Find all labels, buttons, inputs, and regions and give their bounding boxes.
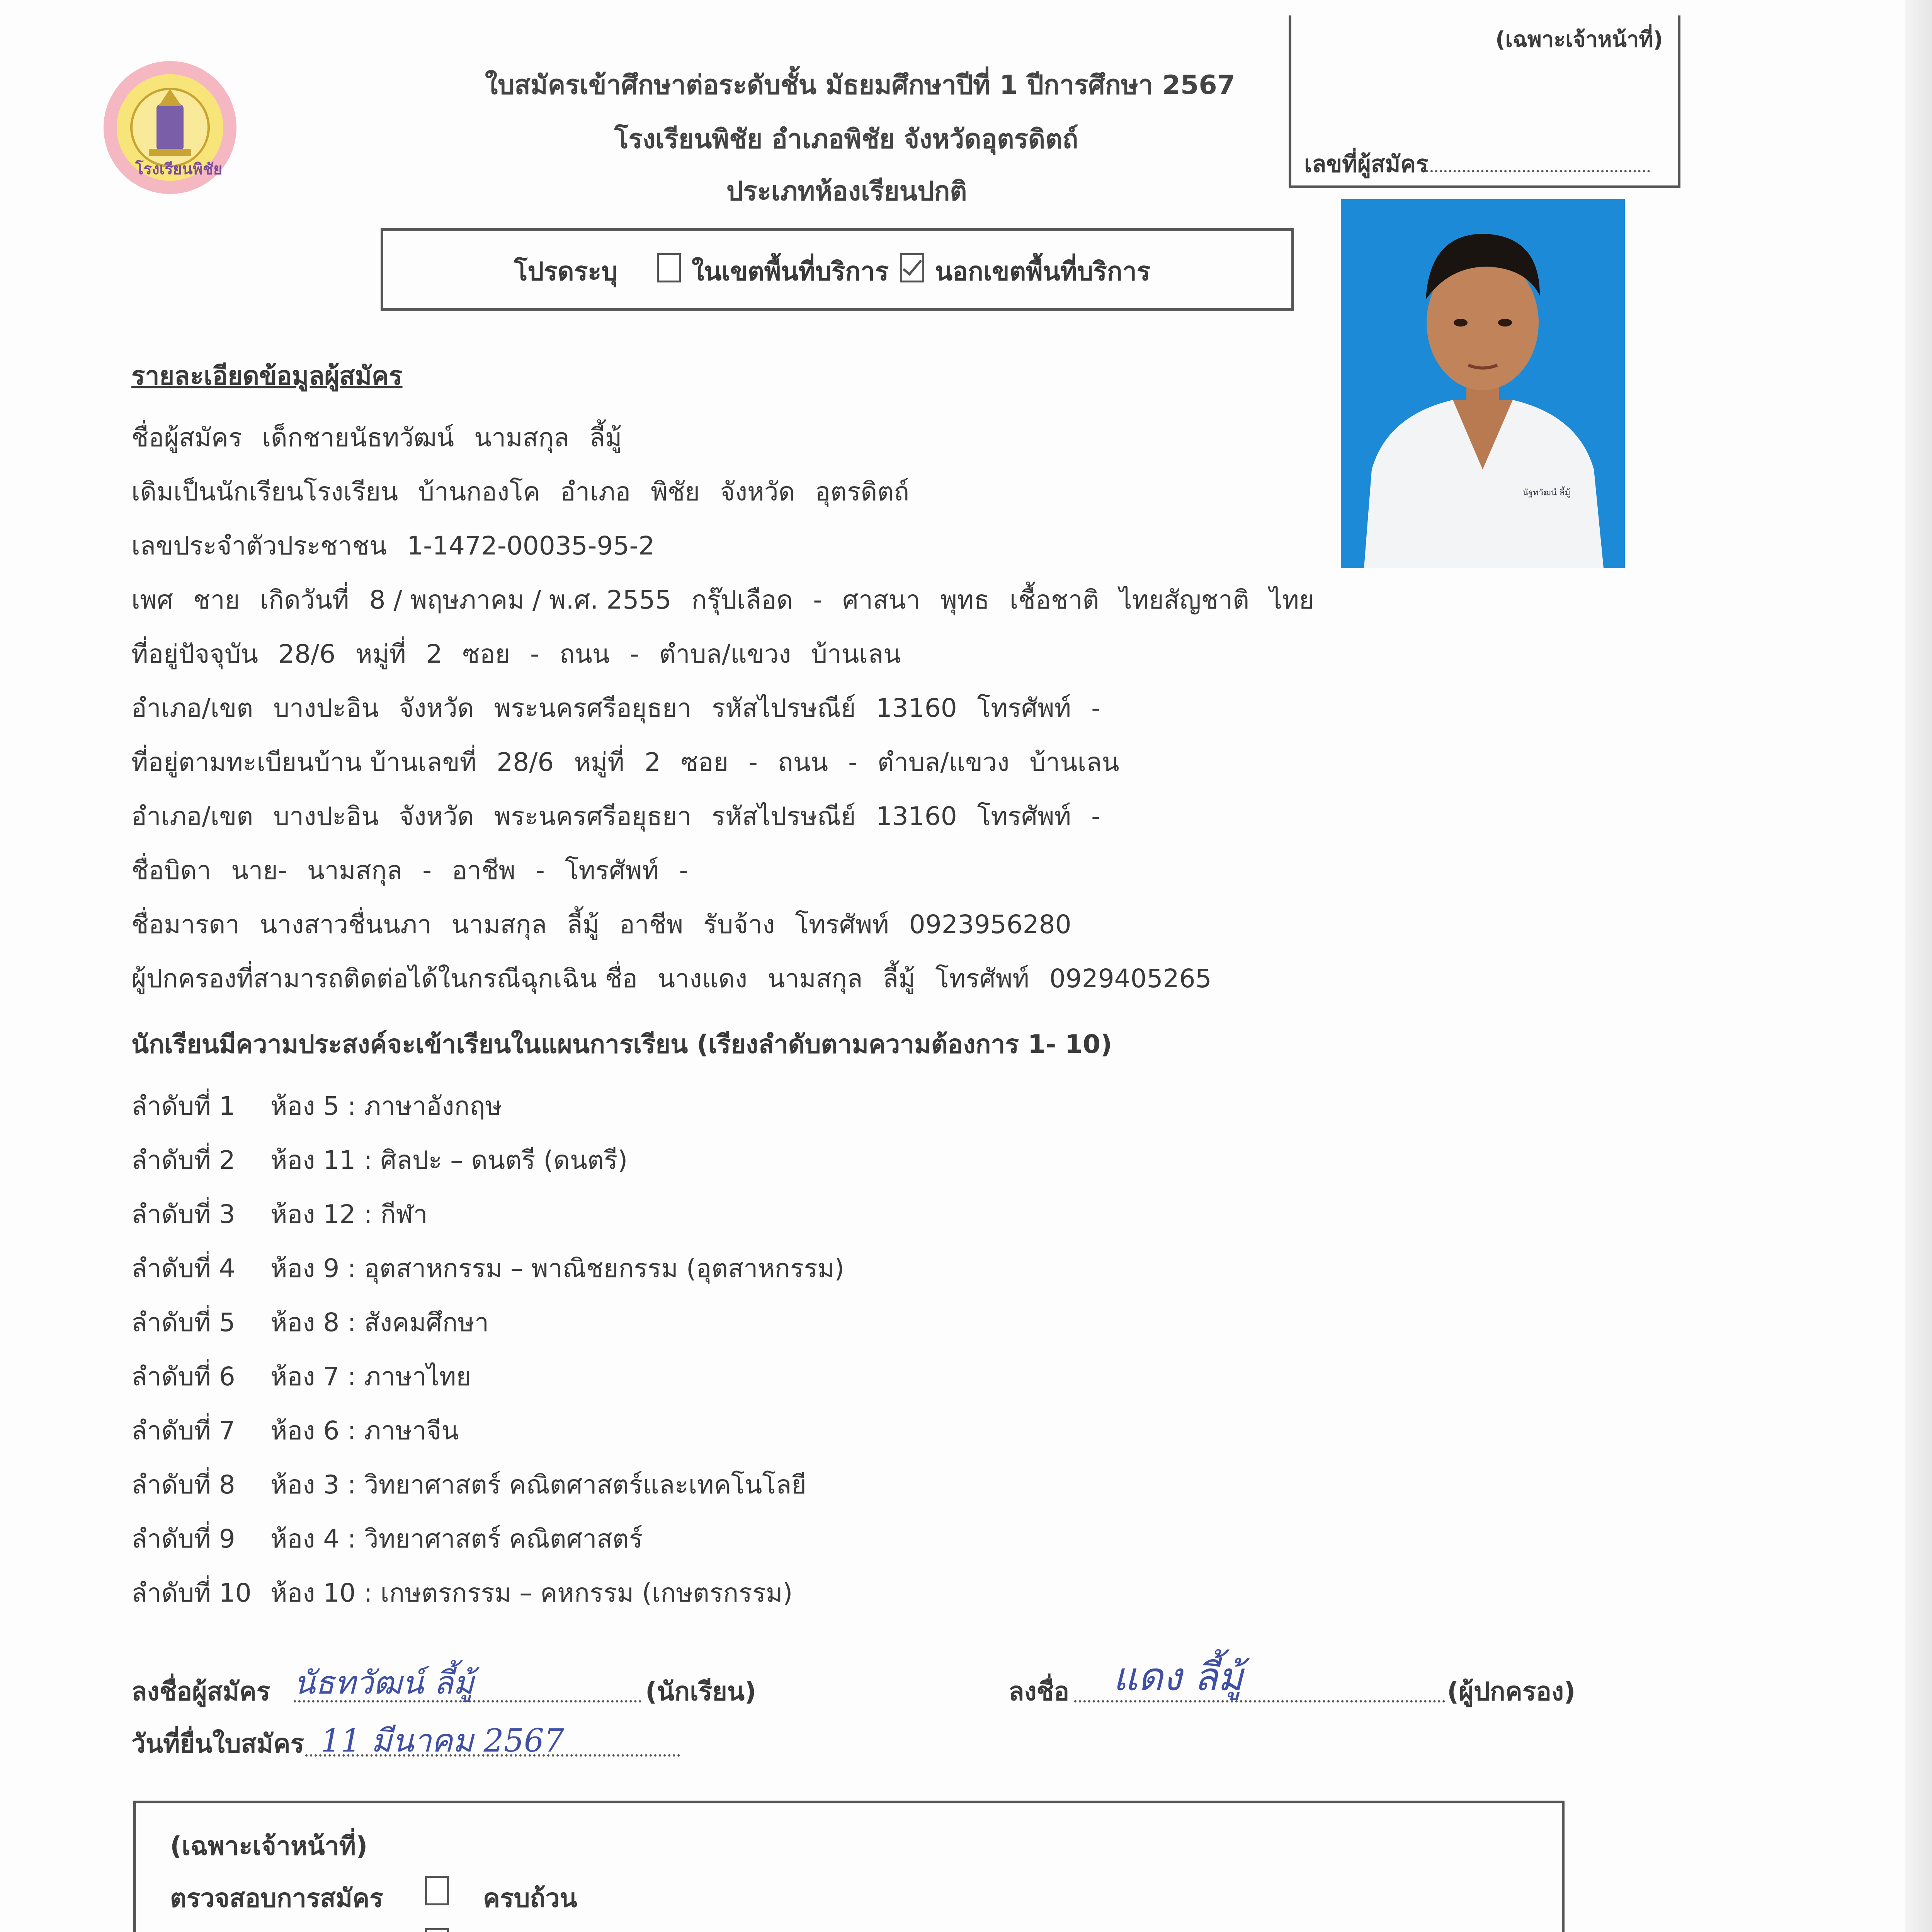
reg-postal-label: รหัสไปรษณีย์ bbox=[711, 801, 856, 831]
applicant-number-field[interactable] bbox=[1426, 170, 1650, 172]
mother-row bbox=[131, 904, 1092, 945]
father-surname-label: นามสกุล bbox=[307, 855, 403, 885]
reg-tambon-label: ตำบล/แขวง bbox=[877, 747, 1010, 777]
photo-name-tag: นัฐทวัฒน์ ลี้มู้ bbox=[1522, 488, 1570, 498]
reg-house-no: 28/6 bbox=[497, 747, 554, 777]
applicant-signature: นัธทวัฒน์ ลี้มู้ bbox=[294, 1665, 474, 1701]
preference-rank: ลำดับที่ 4 bbox=[131, 1253, 235, 1283]
reg-tambon: บ้านเลน bbox=[1029, 747, 1119, 777]
mother-occupation-label: อาชีพ bbox=[619, 910, 684, 939]
cur-moo-label: หมู่ที่ bbox=[355, 639, 406, 669]
preference-item bbox=[131, 1410, 459, 1451]
preference-room: ห้อง 5 : ภาษาอังกฤษ bbox=[270, 1091, 502, 1121]
reg-province-label: จังหวัด bbox=[399, 801, 474, 831]
preference-item bbox=[131, 1248, 844, 1289]
parent-role: (ผู้ปกครอง) bbox=[1447, 1677, 1576, 1706]
preference-rank: ลำดับที่ 2 bbox=[131, 1145, 235, 1175]
id-label: เลขประจำตัวประชาชน bbox=[131, 531, 387, 561]
staff-box-bottom-title: (เฉพาะเจ้าหน้าที่) bbox=[170, 1831, 368, 1861]
reg-road: - bbox=[848, 747, 857, 777]
cur-house-no: 28/6 bbox=[278, 639, 336, 669]
cur-amphoe-label: อำเภอ/เขต bbox=[131, 693, 253, 723]
school-province: อุตรดิตถ์ bbox=[815, 477, 910, 507]
staff-box-top-title: (เฉพาะเจ้าหน้าที่) bbox=[1495, 27, 1663, 52]
parent-signature: แดง ลี้มู้ bbox=[1113, 1654, 1243, 1699]
applicant-role: (นักเรียน) bbox=[645, 1677, 757, 1706]
cur-soi-label: ซอย bbox=[462, 639, 510, 669]
cur-province: พระนครศรีอยุธยา bbox=[494, 693, 692, 723]
form-title-line1: ใบสมัครเข้าศึกษาต่อระดับชั้น มัธยมศึกษาปีที่ 1 ปีการศึกษา 2567 bbox=[485, 70, 1235, 100]
preference-room: ห้อง 6 : ภาษาจีน bbox=[270, 1416, 459, 1446]
registered-address-row bbox=[131, 742, 1139, 782]
cur-postal: 13160 bbox=[876, 693, 957, 723]
applicant-number-label: เลขที่ผู้สมัคร bbox=[1304, 151, 1429, 178]
preference-rank: ลำดับที่ 6 bbox=[131, 1362, 235, 1391]
preferences-title: นักเรียนมีความประสงค์จะเข้าเรียนในแผนการเรียน (เรียงลำดับตามความต้องการ 1- 10) bbox=[131, 1029, 1112, 1059]
name-label: ชื่อผู้สมัคร bbox=[131, 423, 242, 452]
mother-surname-label: นามสกุล bbox=[451, 910, 547, 939]
form-title-line3: ประเภทห้องเรียนปกติ bbox=[726, 176, 967, 207]
blood-value: - bbox=[813, 585, 823, 615]
preference-item bbox=[131, 1464, 806, 1505]
school-label: เดิมเป็นนักเรียนโรงเรียน bbox=[131, 477, 398, 507]
preference-item bbox=[131, 1086, 502, 1126]
reg-moo: 2 bbox=[644, 747, 661, 777]
preference-rank: ลำดับที่ 9 bbox=[131, 1524, 235, 1554]
preference-room: ห้อง 9 : อุตสาหกรรม – พาณิชยกรรม (อุตสาหกรรม) bbox=[270, 1253, 845, 1283]
applicant-photo bbox=[1341, 199, 1625, 568]
religion-value: พุทธ bbox=[940, 585, 990, 615]
area-option2-label: นอกเขตพื้นที่บริการ bbox=[935, 257, 1151, 286]
preference-item bbox=[131, 1573, 793, 1613]
preference-rank: ลำดับที่ 10 bbox=[131, 1578, 252, 1608]
guardian-name: นางแดง bbox=[658, 964, 748, 993]
school-amphoe-label: อำเภอ bbox=[560, 477, 631, 507]
incomplete-checkbox[interactable] bbox=[425, 1928, 449, 1932]
preference-room: ห้อง 8 : สังคมศึกษา bbox=[270, 1308, 489, 1337]
sex-value: ชาย bbox=[193, 585, 240, 615]
school-row bbox=[131, 471, 929, 512]
cur-road-label: ถนน bbox=[559, 639, 610, 669]
reg-amphoe: บางปะอิน bbox=[273, 801, 379, 831]
mother-label: ชื่อมารดา bbox=[131, 910, 240, 939]
date-value: 11 มีนาคม 2567 bbox=[321, 1723, 565, 1759]
blood-label: กรุ๊ปเลือด bbox=[691, 585, 793, 615]
mother-name: นางสาวชื่นนภา bbox=[260, 910, 432, 939]
preference-item bbox=[131, 1194, 428, 1235]
scan-edge bbox=[1905, 0, 1932, 1932]
guardian-surname-label: นามสกุล bbox=[767, 964, 863, 993]
preference-rank: ลำดับที่ 3 bbox=[131, 1199, 235, 1229]
father-label: ชื่อบิดา bbox=[131, 855, 211, 885]
birth-date: 8 / พฤษภาคม / พ.ศ. 2555 bbox=[369, 585, 672, 615]
details-section-title: รายละเอียดข้อมูลผู้สมัคร bbox=[131, 361, 403, 391]
religion-label: ศาสนา bbox=[842, 585, 920, 615]
citizen-id: 1-1472-00035-95-2 bbox=[407, 531, 655, 561]
mother-occupation: รับจ้าง bbox=[703, 910, 775, 939]
surname-label: นามสกุล bbox=[474, 423, 570, 452]
student-portrait-icon bbox=[1341, 199, 1625, 568]
logo-text: โรงเรียนพิชัย bbox=[135, 160, 223, 178]
applicant-surname: ลี้มู้ bbox=[589, 423, 622, 452]
school-amphoe: พิชัย bbox=[651, 477, 700, 507]
preference-rank: ลำดับที่ 5 bbox=[131, 1308, 235, 1337]
preference-rank: ลำดับที่ 8 bbox=[131, 1470, 235, 1500]
preference-room: ห้อง 3 : วิทยาศาสตร์ คณิตศาสตร์และเทคโนโลยี bbox=[270, 1470, 806, 1500]
reg-addr-label: ที่อยู่ตามทะเบียนบ้าน บ้านเลขที่ bbox=[131, 747, 477, 777]
cur-amphoe: บางปะอิน bbox=[273, 693, 379, 723]
reg-postal: 13160 bbox=[876, 801, 957, 831]
former-school: บ้านกองโค bbox=[418, 477, 540, 507]
form-title-line2: โรงเรียนพิชัย อำเภอพิชัย จังหวัดอุตรดิตถ์ bbox=[614, 124, 1078, 155]
applicant-sign-label: ลงชื่อผู้สมัคร bbox=[131, 1677, 270, 1706]
father-phone-label: โทรศัพท์ bbox=[565, 855, 659, 885]
preference-room: ห้อง 4 : วิทยาศาสตร์ คณิตศาสตร์ bbox=[270, 1524, 643, 1554]
cur-addr-label: ที่อยู่ปัจจุบัน bbox=[131, 639, 259, 669]
cur-tambon: บ้านเลน bbox=[811, 639, 901, 669]
preference-room: ห้อง 7 : ภาษาไทย bbox=[270, 1362, 471, 1391]
father-occupation-label: อาชีพ bbox=[452, 855, 516, 885]
complete-checkbox[interactable] bbox=[425, 1876, 449, 1905]
area-option2-checkbox[interactable] bbox=[900, 253, 924, 282]
date-label: วันที่ยื่นใบสมัคร bbox=[131, 1729, 304, 1759]
sex-label: เพศ bbox=[131, 585, 173, 615]
parent-sign-label: ลงชื่อ bbox=[1009, 1677, 1070, 1706]
guardian-phone: 0929405265 bbox=[1049, 964, 1212, 993]
id-row bbox=[131, 526, 675, 566]
area-option1-checkbox[interactable] bbox=[657, 253, 681, 282]
mother-phone: 0923956280 bbox=[909, 910, 1071, 939]
ethnicity-value: ไทยสัญชาติ bbox=[1119, 585, 1250, 615]
cur-phone-label: โทรศัพท์ bbox=[977, 693, 1071, 723]
preference-item bbox=[131, 1302, 489, 1343]
father-surname: - bbox=[422, 855, 432, 885]
complete-label: ครบถ้วน bbox=[483, 1883, 577, 1913]
ethnicity-label: เชื้อชาติ bbox=[1009, 585, 1099, 615]
current-address-row2 bbox=[131, 688, 1121, 728]
cur-moo: 2 bbox=[426, 639, 442, 669]
name-row bbox=[131, 417, 642, 458]
guardian-surname: ลี้มู้ bbox=[883, 964, 915, 993]
cur-phone: - bbox=[1091, 693, 1100, 723]
father-row bbox=[131, 850, 708, 891]
birth-label: เกิดวันที่ bbox=[260, 585, 349, 615]
reg-phone-label: โทรศัพท์ bbox=[977, 801, 1071, 831]
reg-moo-label: หมู่ที่ bbox=[574, 747, 624, 777]
preference-room: ห้อง 10 : เกษตรกรรม – คหกรรม (เกษตรกรรม) bbox=[270, 1578, 793, 1608]
school-province-label: จังหวัด bbox=[720, 477, 795, 507]
school-logo bbox=[99, 58, 242, 197]
reg-amphoe-label: อำเภอ/เขต bbox=[131, 801, 253, 831]
registered-address-row2 bbox=[131, 796, 1121, 837]
father-occupation: - bbox=[536, 855, 545, 885]
father-name: นาย- bbox=[231, 855, 287, 885]
current-address-row bbox=[131, 634, 921, 674]
mother-phone-label: โทรศัพท์ bbox=[795, 910, 889, 939]
area-prompt: โปรดระบุ bbox=[514, 257, 618, 286]
nationality-value: ไทย bbox=[1269, 585, 1314, 615]
father-phone: - bbox=[679, 855, 689, 885]
reg-province: พระนครศรีอยุธยา bbox=[494, 801, 692, 831]
preference-item bbox=[131, 1140, 628, 1180]
preference-item bbox=[131, 1356, 471, 1397]
cur-road: - bbox=[629, 639, 639, 669]
reg-phone: - bbox=[1091, 801, 1100, 831]
preference-rank: ลำดับที่ 1 bbox=[131, 1091, 235, 1121]
cur-postal-label: รหัสไปรษณีย์ bbox=[711, 693, 856, 723]
mother-surname: ลี้มู้ bbox=[567, 910, 600, 939]
personal-row bbox=[131, 580, 1334, 620]
guardian-label: ผู้ปกครองที่สามารถติดต่อได้ในกรณีฉุกเฉิน ชื่อ bbox=[131, 964, 638, 993]
reg-soi-label: ซอย bbox=[680, 747, 729, 777]
preference-rank: ลำดับที่ 7 bbox=[131, 1416, 235, 1446]
reg-soi: - bbox=[748, 747, 758, 777]
area-option1-label: ในเขตพื้นที่บริการ bbox=[692, 257, 889, 286]
guardian-row bbox=[131, 958, 1232, 999]
preference-room: ห้อง 11 : ศิลปะ – ดนตรี (ดนตรี) bbox=[270, 1145, 628, 1175]
applicant-name: เด็กชายนัธทวัฒน์ bbox=[262, 423, 454, 452]
preference-item bbox=[131, 1519, 643, 1559]
cur-province-label: จังหวัด bbox=[399, 693, 474, 723]
cur-soi: - bbox=[530, 639, 539, 669]
guardian-phone-label: โทรศัพท์ bbox=[935, 964, 1029, 993]
check-label: ตรวจสอบการสมัคร bbox=[170, 1883, 383, 1913]
preference-room: ห้อง 12 : กีฬา bbox=[270, 1199, 428, 1229]
reg-road-label: ถนน bbox=[777, 747, 828, 777]
cur-tambon-label: ตำบล/แขวง bbox=[659, 639, 791, 669]
